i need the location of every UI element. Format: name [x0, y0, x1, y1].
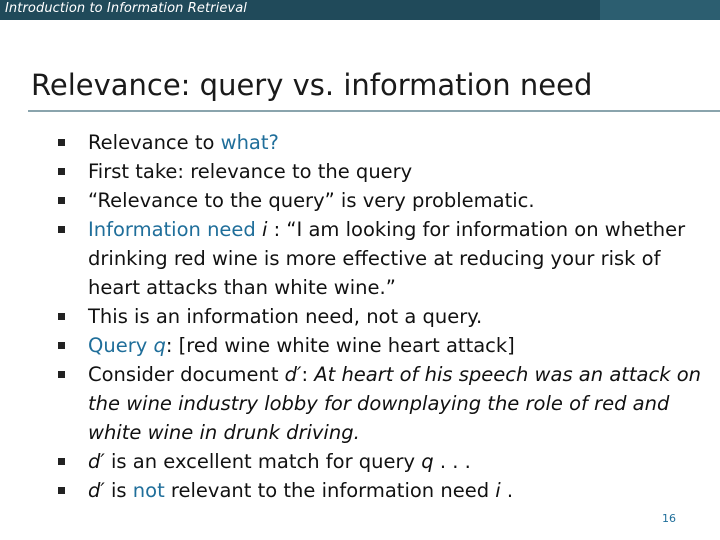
bullet-item: [88, 215, 708, 302]
bullet-text: relevant to the information need: [164, 479, 496, 502]
bullet-item: [88, 186, 708, 215]
bullet-text: i: [495, 479, 501, 502]
bullet-text: i: [262, 218, 268, 241]
bullet-text: .: [500, 479, 514, 502]
bullet-item: [88, 157, 708, 186]
course-title: Introduction to Information Retrieval: [5, 1, 247, 16]
bullet-text: Query: [88, 334, 154, 357]
bullet-text: is an excellent match for query: [104, 450, 422, 473]
page-number: 16: [662, 512, 676, 525]
header-accent-block: [600, 0, 720, 20]
bullet-list: [88, 128, 708, 505]
bullet-text: . . .: [433, 450, 471, 473]
bullet-text: d′: [88, 450, 105, 473]
bullet-text: q: [421, 450, 434, 473]
bullet-text: not: [132, 479, 165, 502]
bullet-item: [88, 128, 708, 157]
bullet-text: what?: [220, 131, 279, 154]
bullet-text: is: [104, 479, 133, 502]
bullet-text: d′: [88, 479, 105, 502]
bullet-item: [88, 331, 708, 360]
bullet-item: [88, 360, 708, 447]
header-bar: [0, 0, 720, 20]
title-divider: [28, 110, 720, 112]
bullet-item: [88, 476, 708, 505]
bullet-text: q: [153, 334, 166, 357]
bullet-text: :: [301, 363, 315, 386]
bullet-text: Relevance to: [88, 131, 221, 154]
bullet-text: “Relevance to the query” is very problematic.: [88, 189, 535, 212]
bullet-text: First take: relevance to the query: [88, 160, 413, 183]
bullet-item: [88, 447, 708, 476]
bullet-item: [88, 302, 708, 331]
bullet-text: Consider document: [88, 363, 285, 386]
bullet-text: : [red wine white wine heart attack]: [165, 334, 515, 357]
bullet-text: At heart of his speech was an attack on the wine industry lobby for downplaying the role of red and white wine in drunk driving.: [88, 363, 702, 444]
bullet-text: : “I am looking for information on whether drinking red wine is more effective at reducing your risk of heart attacks than white wine.”: [88, 218, 686, 299]
slide-title: Relevance: query vs. information need: [31, 68, 593, 102]
bullet-text: This is an information need, not a query.: [88, 305, 483, 328]
bullet-text: Information need: [88, 218, 263, 241]
bullet-text: d′: [284, 363, 302, 386]
